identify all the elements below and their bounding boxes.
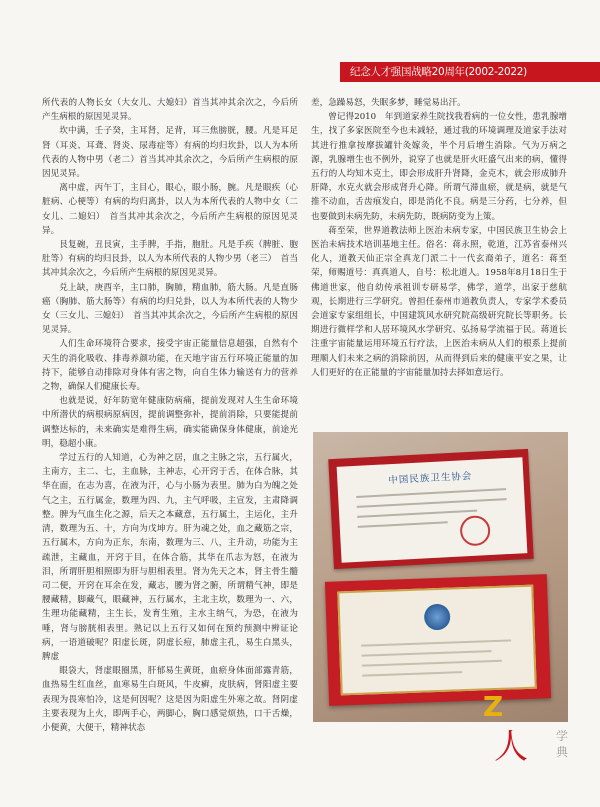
paragraph: 差，急躁易怒，失眠多梦，睡觉易出汗。 [311,98,466,108]
paragraph: 艮复碗，丑艮寅，主手脾，手指，胞肚。凡是手疾（脾脏、胞肚等）有病的均归艮卦，以人为本所代表的人物少男（老三） 首当其冲其余次之，今后所产生病根的原因见灵异。 [42,240,298,279]
certificate-text-line [358,521,448,528]
paragraph: 也就是说，好年防宽年健康防病痛，提前发现对人生生命环境中所潜伏的病根病原病因，提前调整弥补，提前消除，只要能提前调整达标的，未来确实是难得生病，确实能确保身体健康，前途光明，稳超小康。 [42,396,298,449]
seal-icon [459,515,491,547]
paragraph: 兑上缺，庚酉辛，主口肺，胸肺，精血肺，筋大肠。凡是直肠癌（胸肺、筋大肠等）有病的均归兑卦，以人为本所代表的人物少女（三女儿、三媳妇） 首当其冲其余次之，今后所产生病根的原因见灵异。 [42,282,298,336]
certificate-stand-inner [337,585,537,696]
certificate-photo [313,432,568,722]
paragraph: 离中虚，丙午丁，主目心，眼心，眼小肠，腕。凡是眼疾（心脏病、心梗等）有病的均归离卦，以人为本所代表的人物中女（二女儿、二媳妇） 首当其冲其余次之，今后所产生病根的原因见灵异。 [42,183,298,236]
certificate-text-line [361,639,511,646]
paragraph: 所代表的人物长女（大女儿、大媳妇）首当其冲其余次之，今后所产生病根的原因见灵异。 [42,98,298,123]
paragraph: 学过五行的人知道，心为神之居，血之主脉之宗，五行属火，主南方，主二、七，主血脉，主神志，心开窍于舌，在体合脉，其华在面，在志为喜，在液为汗，心与小肠为表里。肺为白为魄之处气之主，五行属金，数理为四、九，主气呼吸，主宣发，主肃降调整。脾为气血生化之源，后天之本藏意，五行属土，主运化，主升清，数理为五、十，方向为戊坤方。肝为魂之处，血之藏筋之宗，五行属木，方向为正东，东南，数理为三、八，主升动，功能为主疏泄，主藏血，开窍于目，在体合筋，其华在爪志为怒，在液为泪，所谓肝胆相照即为肝与胆相表里。肾为先天之本，肾主骨生髓司二便，开窍在耳余在发，藏志，腰为肾之腑，所谓精气神，即是腰藏精，脚藏气，眼藏神，五行属水，主北主坎，数理为一、六，生理功能藏精，主生长，发育生殖，主水主纳气，为恐，在液为唾，肾与膀胱相表里。熟记以上五行又如何在预约预测中辨证论病，一语道破呢？阳虚长斑，阴虚长痘，肺虚主孔，易生白黑头，脾虚 [42,453,298,662]
certificate-org: 中国民族卫生协会 [388,470,473,487]
emblem-icon [424,604,451,631]
certificate-text-line [361,650,491,657]
certificate-stand [325,574,551,706]
paragraph: 曾记得2010 年到道家养生院找我看病的一位女性，患乳腺增生，找了多家医院至今也未减轻，通过我的环境调理及道家手法对其进行推拿按摩拔罐针灸嫁灸，半个月后增生消除。气为万病之源，乳腺增生也不例外，说穿了也就是肝火旺盛气出来的病，懂得五行的人均知木克土，即会形成肝升肾降，金克木，就会形成肺升肝降，水克火就会形成肾升心降。所谓气滞血瘀，就是病，就是气推不动血，舌齿痕发白，即是消化不良。病是三分药，七分养，但也要做到未病先防，未病先防，既病防变为上策。 [311,112,567,222]
certificate-text-line [357,498,507,508]
paragraph: 坎中满，壬子癸，主耳肾，足背，耳三焦膀胱，腰。凡是耳足肾（耳炎、耳聋、肾炎、尿毒症等）有病的均归坎卦，以人为本所代表的人物中男（老二）首当其冲其余次之，今后所产生病根的原因见灵异。 [42,126,298,180]
certificate-sheet [337,457,528,563]
right-column [311,96,567,416]
header-banner [340,62,600,82]
paragraph: 眼袋大，肾虚眼圈黑，肝郁易生黄斑，血瘀身体面部露青筋，血热易生红血丝，血寒易生白斑风，牛皮癣，皮肤病，肾阳虚主要表现为畏寒怕冷，这是何因呢？这是因为阳虚生外寒之故。肾阴虚主要表现为上火，即两手心，两脚心，胸口感觉烦热，口干舌燥，小便黄，大便干，精神状态 [42,666,298,733]
certificate-text-line [362,671,462,676]
certificate-text-line [357,510,477,518]
left-column [42,96,298,796]
banner-title: 纪念人才强国战略20周年(2002-2022) [350,66,527,78]
paragraph: 人们生命环境符合要求，接受宇宙正能量信息超强，自然有个天生的消化吸收、排毒养颜功能，在天地宇宙五行环境正能量的加持下，能够自动排除对身体有害之物，向自生体力输送有力的营养之物，确保人们健康长寿。 [42,339,298,393]
watermark-glyph: 人 [494,727,528,767]
certificate-text-line [362,660,502,667]
watermark-vertical-text: 学典 [556,729,569,759]
brand-logo-icon: Z [482,690,504,723]
paragraph: 蒋至荣，世界道教法师上医治未病专家，中国民族卫生协会上医治未病技术培训基地主任。俗名：蒋永照，乾道，江苏省泰州兴化人，道教天仙正宗全真龙门派二十一代玄裔弟子，道名：蒋至荣，师赐道号：真真道人，自号：松北道人。1958年8月18日生于佛道世家，他自幼传承祖训专研易学，佛学，道学，出家于慈航观，长期进行三学研究。曾担任泰州市道教负责人，专家学术委员会道家专家组组长，中国建筑风水研究院高级研究院长等职务。长期进行微样学和人居环境风水学研究、弘扬易学流福于民。蒋道长注重宇宙能量运用环境五行疗法，上医治未病从人们的根系上提前理顺人们未来之病的消除前因，从而得到后来的健康平安之果，让人们更好的在正能量的宇宙能量加持去择如意运行。 [311,225,567,378]
certificate-text-line [356,488,506,498]
